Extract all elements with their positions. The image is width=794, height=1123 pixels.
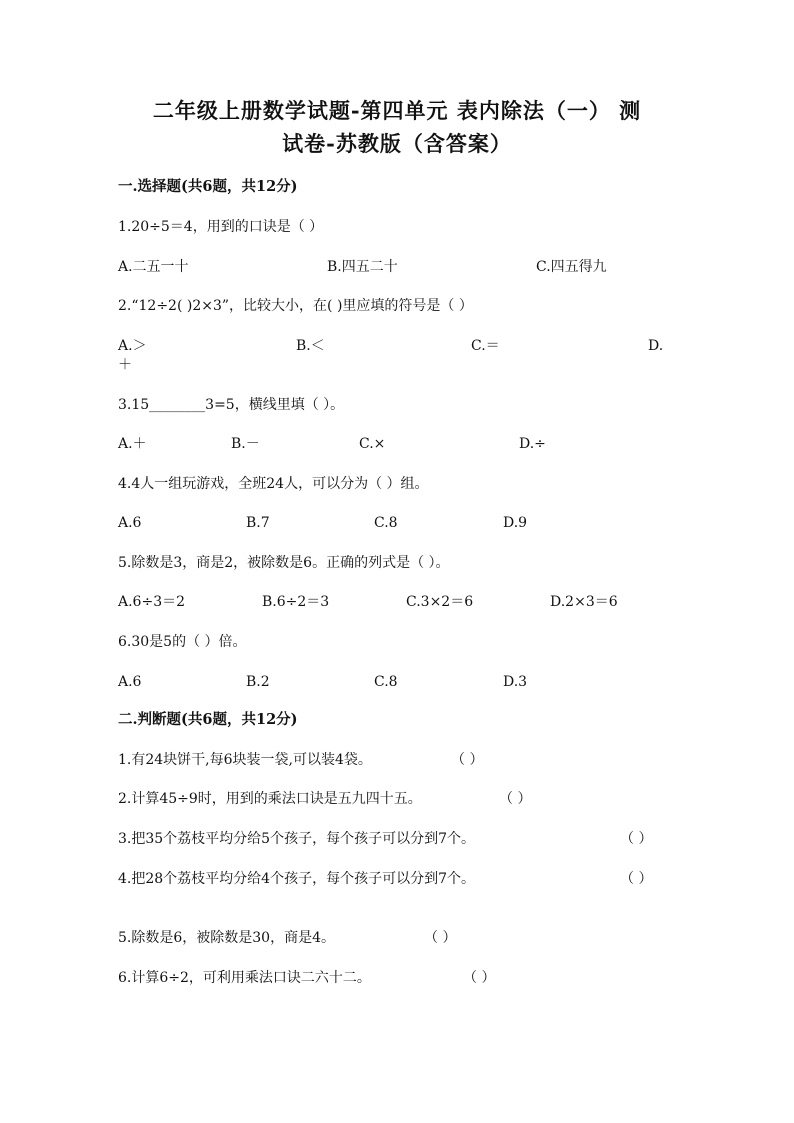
document-title-line1: 二年级上册数学试题-第四单元 表内除法（一） 测	[152, 98, 642, 123]
option-d-value: ＋	[118, 357, 132, 373]
option-b: B.－	[231, 436, 260, 452]
option-c: C.四五得九	[536, 259, 607, 275]
judgment-stem: 1.有24块饼干,每6块装一袋,可以装4袋。	[118, 752, 372, 768]
option-b: B.＜	[296, 338, 325, 354]
option-c: C.×	[359, 436, 386, 452]
judgment-stem: 4.把28个荔枝平均分给4个孩子，每个孩子可以分到7个。	[118, 871, 475, 887]
option-b: B.7	[246, 515, 270, 531]
option-c: C.＝	[471, 338, 500, 354]
judgment-stem: 3.把35个荔枝平均分给5个孩子，每个孩子可以分到7个。	[118, 831, 475, 847]
judgment-stem: 2.计算45÷9时，用到的乘法口诀是五九四十五。	[118, 791, 422, 807]
option-d: D.2×3＝6	[550, 594, 618, 610]
option-d: D.3	[503, 674, 528, 690]
answer-blank: （ ）	[620, 831, 653, 847]
answer-blank: （ ）	[451, 752, 484, 768]
judgment-stem: 6.计算6÷2，可利用乘法口诀二六十二。	[118, 970, 371, 986]
option-a: A.6÷3＝2	[118, 594, 186, 610]
answer-blank: （ ）	[620, 871, 653, 887]
option-d: D.9	[503, 515, 528, 531]
option-a: A.6	[118, 674, 142, 690]
option-c: C.3×2＝6	[406, 594, 474, 610]
option-d: D.÷	[519, 436, 546, 452]
question-stem: 3.15________3=5，横线里填（ ）。	[118, 397, 345, 413]
question-stem: 5.除数是3，商是2，被除数是6。正确的列式是（ ）。	[118, 555, 450, 571]
section-heading-choice: 一.选择题(共6题，共12分)	[118, 178, 298, 195]
answer-blank: （ ）	[463, 970, 496, 986]
judgment-stem: 5.除数是6，被除数是30，商是4。	[118, 930, 335, 946]
question-stem: 2.“12÷2( )2×3”，比较大小，在( )里应填的符号是（ ）	[118, 298, 473, 314]
option-b: B.四五二十	[327, 259, 398, 275]
question-stem: 4.4人一组玩游戏，全班24人，可以分为（ ）组。	[118, 476, 429, 492]
option-b: B.6÷2＝3	[262, 594, 330, 610]
option-c: C.8	[374, 515, 398, 531]
answer-blank: （ ）	[424, 930, 457, 946]
document-title-line2: 试卷-苏教版（含答案）	[282, 131, 512, 156]
option-a: A.6	[118, 515, 142, 531]
section-heading-judgment: 二.判断题(共6题，共12分)	[118, 711, 298, 728]
option-d: D.	[648, 338, 664, 354]
option-a: A.＋	[118, 436, 147, 452]
option-c: C.8	[374, 674, 398, 690]
option-a: A.二五一十	[118, 259, 189, 275]
answer-blank: （ ）	[499, 791, 532, 807]
question-stem: 6.30是5的（ ）倍。	[118, 634, 247, 650]
option-a: A.＞	[118, 338, 147, 354]
question-stem: 1.20÷5＝4，用到的口诀是（ ）	[118, 219, 324, 235]
option-b: B.2	[246, 674, 270, 690]
